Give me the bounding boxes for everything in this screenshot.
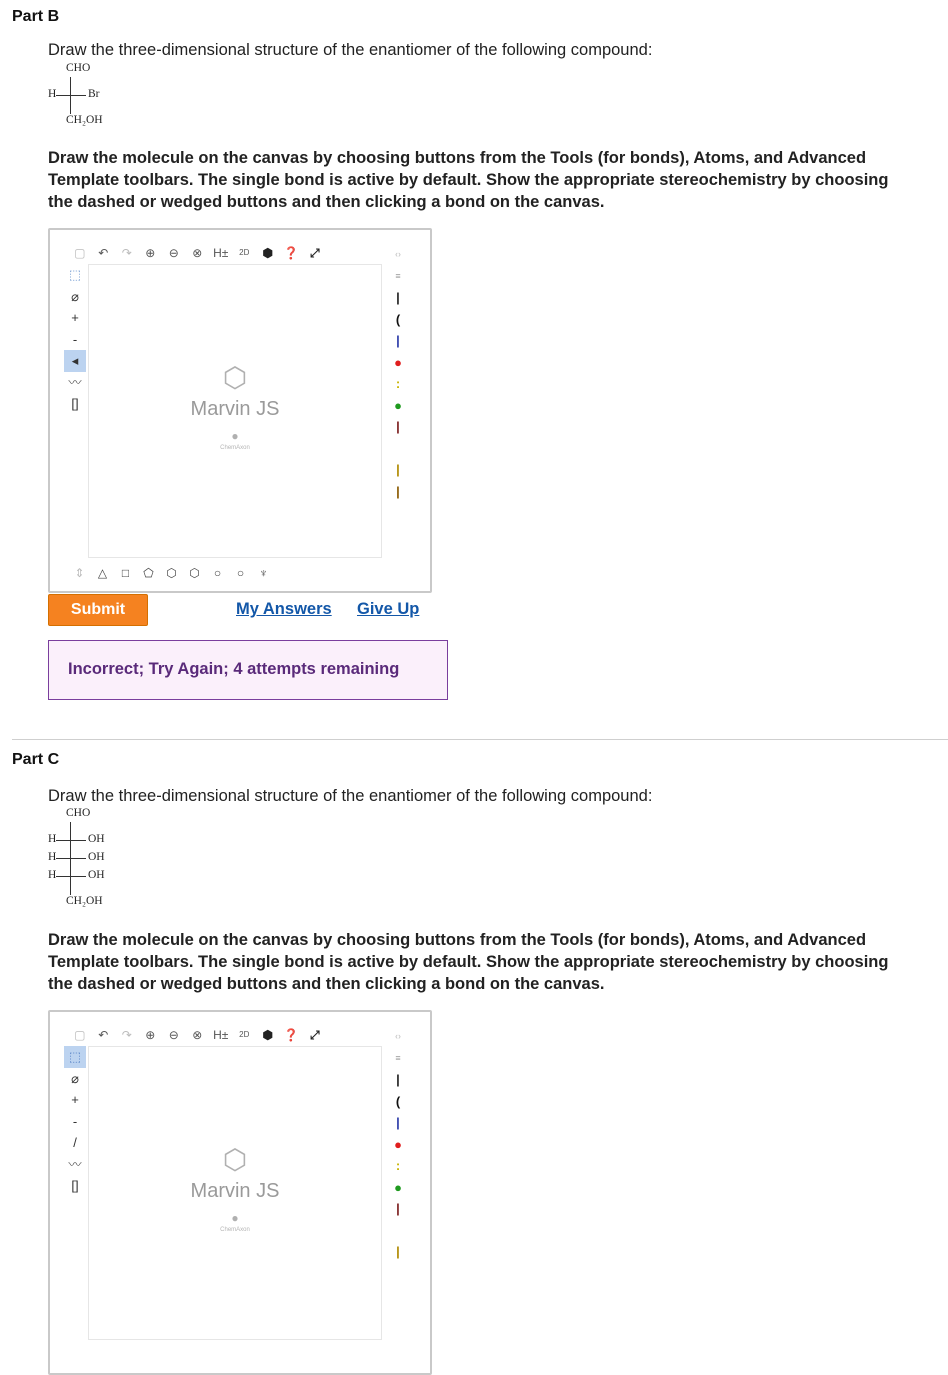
bracket-tool-icon[interactable]: [] bbox=[71, 1178, 79, 1193]
editor-top-toolbar bbox=[68, 1026, 327, 1044]
redo-icon[interactable]: ↷ bbox=[121, 1028, 132, 1042]
scroll-arrows-icon[interactable]: ‹› bbox=[395, 249, 401, 259]
atom-cl-icon[interactable]: ● bbox=[394, 1179, 402, 1195]
struct-top-group: CHO bbox=[66, 807, 91, 819]
instruction-line: Template toolbars. The single bond is active by default. Show the appropriate stereochemistry by choosing bbox=[48, 953, 889, 971]
atom-c-icon[interactable]: ( bbox=[395, 311, 401, 327]
atom-p-icon[interactable]: | bbox=[396, 1244, 400, 1259]
chemaxon-logo-icon: ● bbox=[231, 1211, 239, 1225]
zoom-in-icon[interactable]: ⊕ bbox=[145, 246, 156, 260]
atom-n-icon[interactable]: | bbox=[396, 333, 400, 348]
struct-left-atom: H bbox=[48, 869, 57, 881]
marvin-watermark-name: Marvin JS bbox=[190, 398, 280, 420]
struct-right-atom: Br bbox=[88, 88, 100, 100]
editor-right-toolbar bbox=[390, 244, 406, 502]
single-bond-icon[interactable]: / bbox=[73, 1135, 77, 1150]
clean-2d-button[interactable]: 2D bbox=[239, 248, 250, 257]
marvin-watermark-sub: ChemAxon bbox=[220, 1227, 250, 1233]
submit-button[interactable]: Submit bbox=[48, 594, 148, 626]
feedback-box bbox=[48, 640, 448, 700]
section-divider bbox=[12, 739, 948, 740]
atom-br-icon[interactable]: | bbox=[396, 1201, 400, 1216]
bracket-tool-icon[interactable]: [] bbox=[71, 396, 79, 411]
marvin-watermark bbox=[89, 1143, 381, 1233]
struct-top-group: CHO bbox=[66, 62, 91, 74]
struct-left-atom: H bbox=[48, 88, 57, 100]
clean-2d-button[interactable]: 2D bbox=[239, 1030, 250, 1039]
atom-cl-icon[interactable]: ● bbox=[394, 397, 402, 413]
editor-left-toolbar bbox=[64, 264, 86, 415]
struct-left-atom: H bbox=[48, 851, 57, 863]
eraser-icon[interactable]: ⌀ bbox=[71, 288, 79, 304]
new-document-icon[interactable]: ▢ bbox=[74, 1028, 86, 1042]
zoom-reset-icon[interactable]: ⊗ bbox=[192, 246, 203, 260]
atom-h-icon[interactable]: | bbox=[396, 1072, 400, 1087]
cyclopropane-icon[interactable]: △ bbox=[97, 566, 108, 580]
atom-s-icon[interactable]: : bbox=[395, 376, 401, 391]
spacer: . bbox=[396, 440, 400, 456]
marvin-watermark-sub: ChemAxon bbox=[220, 445, 250, 451]
part-b-instructions bbox=[48, 147, 948, 213]
my-answers-link[interactable]: My Answers bbox=[236, 600, 332, 618]
struct-left-atom: H bbox=[48, 833, 57, 845]
scroll-arrows-icon[interactable]: ‹› bbox=[395, 1031, 401, 1041]
part-c-title: Part C bbox=[12, 751, 60, 768]
new-document-icon[interactable]: ▢ bbox=[74, 246, 86, 260]
bond-tool-icon[interactable]: ◂ bbox=[64, 350, 86, 372]
fullscreen-icon[interactable]: ⤢ bbox=[309, 246, 320, 260]
marvin-watermark-name: Marvin JS bbox=[190, 1180, 280, 1202]
increase-charge-icon[interactable]: + bbox=[71, 1092, 79, 1107]
zoom-out-icon[interactable]: ⊖ bbox=[168, 1028, 179, 1042]
zoom-in-icon[interactable]: ⊕ bbox=[145, 1028, 156, 1042]
periodic-table-icon[interactable]: ≡ bbox=[395, 270, 401, 281]
atom-p-icon[interactable]: | bbox=[396, 462, 400, 477]
part-b-title: Part B bbox=[12, 8, 60, 25]
editor-left-toolbar bbox=[64, 1046, 86, 1197]
hydrogen-toggle-button[interactable]: H± bbox=[213, 1028, 229, 1042]
struct-horizontal-bond bbox=[56, 858, 86, 859]
atom-br-icon[interactable]: | bbox=[396, 419, 400, 434]
instruction-line: Template toolbars. The single bond is active by default. Show the appropriate stereochemistry by choosing bbox=[48, 171, 889, 189]
instruction-line: the dashed or wedged buttons and then clicking a bond on the canvas. bbox=[48, 193, 605, 211]
scroll-icon[interactable]: ⇕ bbox=[74, 566, 85, 580]
cyclohexane-icon[interactable]: ⬡ bbox=[189, 566, 200, 580]
editor-bottom-toolbar bbox=[68, 564, 275, 582]
struct-right-atom: OH bbox=[88, 851, 105, 863]
struct-horizontal-bond bbox=[56, 95, 86, 96]
cyclobutane-icon[interactable]: □ bbox=[121, 566, 130, 580]
redo-icon[interactable]: ↷ bbox=[121, 246, 132, 260]
benzene-icon[interactable]: ⬡ bbox=[166, 566, 177, 580]
editor-right-toolbar bbox=[390, 1026, 406, 1263]
undo-icon[interactable]: ↶ bbox=[98, 1028, 109, 1042]
part-b-fischer-projection bbox=[44, 62, 134, 132]
undo-icon[interactable]: ↶ bbox=[98, 246, 109, 260]
periodic-table-icon[interactable]: ≡ bbox=[395, 1052, 401, 1063]
atom-h-icon[interactable]: | bbox=[396, 290, 400, 305]
marvin-watermark bbox=[89, 361, 381, 451]
cycloheptane-icon[interactable]: ○ bbox=[213, 566, 222, 580]
struct-horizontal-bond bbox=[56, 876, 86, 877]
help-icon[interactable]: ❓ bbox=[283, 246, 299, 260]
drawing-canvas[interactable] bbox=[88, 264, 382, 558]
help-icon[interactable]: ❓ bbox=[283, 1028, 299, 1042]
struct-bottom-group: CH₂OH bbox=[66, 895, 103, 907]
drawing-canvas[interactable] bbox=[88, 1046, 382, 1340]
hydrogen-toggle-button[interactable]: H± bbox=[213, 246, 229, 260]
info-icon[interactable]: ⬢ bbox=[262, 1028, 273, 1042]
decrease-charge-icon[interactable]: - bbox=[72, 331, 78, 347]
instruction-line: the dashed or wedged buttons and then clicking a bond on the canvas. bbox=[48, 975, 605, 993]
atom-o-icon[interactable]: ● bbox=[394, 1136, 402, 1152]
editor-top-toolbar bbox=[68, 244, 327, 262]
atom-c-icon[interactable]: ( bbox=[395, 1093, 401, 1109]
part-c-instructions bbox=[48, 929, 948, 995]
part-b-marvin-editor[interactable] bbox=[48, 228, 432, 593]
atom-s-icon[interactable]: : bbox=[395, 1158, 401, 1173]
fullscreen-icon[interactable]: ⤢ bbox=[309, 1028, 320, 1042]
cyclooctane-icon[interactable]: ○ bbox=[236, 566, 245, 580]
struct-right-atom: OH bbox=[88, 833, 105, 845]
eraser-icon[interactable]: ⌀ bbox=[71, 1070, 79, 1086]
select-tool-icon[interactable]: ⬚ bbox=[64, 1046, 86, 1068]
part-c-marvin-editor[interactable] bbox=[48, 1010, 432, 1375]
struct-horizontal-bond bbox=[56, 840, 86, 841]
atom-i-icon[interactable]: | bbox=[396, 483, 400, 499]
marvin-logo-icon: ⬡ bbox=[222, 1144, 248, 1175]
spacer: . bbox=[396, 1222, 400, 1238]
decrease-charge-icon[interactable]: - bbox=[72, 1113, 78, 1129]
increase-charge-icon[interactable]: + bbox=[71, 310, 79, 325]
marvin-logo-icon: ⬡ bbox=[222, 362, 248, 393]
chain-tool-icon[interactable]: 〰 bbox=[68, 1156, 82, 1172]
part-c-prompt: Draw the three-dimensional structure of the enantiomer of the following compound: bbox=[48, 787, 653, 805]
part-c-fischer-projection bbox=[44, 807, 134, 913]
struct-right-atom: OH bbox=[88, 869, 105, 881]
select-tool-icon[interactable]: ⬚ bbox=[68, 267, 82, 282]
template-icon[interactable]: ♆ bbox=[259, 566, 268, 580]
cyclopentane-icon[interactable]: ⬠ bbox=[143, 566, 154, 580]
give-up-link[interactable]: Give Up bbox=[357, 600, 420, 618]
struct-bottom-group: CH₂OH bbox=[66, 114, 103, 126]
feedback-message: Incorrect; Try Again; 4 attempts remaining bbox=[68, 660, 400, 678]
chemaxon-logo-icon: ● bbox=[231, 429, 239, 443]
instruction-line: Draw the molecule on the canvas by choosing buttons from the Tools (for bonds), Atoms, and Advanced bbox=[48, 149, 867, 167]
chain-tool-icon[interactable]: 〰 bbox=[68, 374, 82, 390]
atom-o-icon[interactable]: ● bbox=[394, 354, 402, 370]
zoom-reset-icon[interactable]: ⊗ bbox=[192, 1028, 203, 1042]
zoom-out-icon[interactable]: ⊖ bbox=[168, 246, 179, 260]
part-b-prompt: Draw the three-dimensional structure of the enantiomer of the following compound: bbox=[48, 41, 653, 59]
atom-n-icon[interactable]: | bbox=[396, 1115, 400, 1130]
info-icon[interactable]: ⬢ bbox=[262, 246, 273, 260]
instruction-line: Draw the molecule on the canvas by choosing buttons from the Tools (for bonds), Atoms, and Advanced bbox=[48, 931, 867, 949]
